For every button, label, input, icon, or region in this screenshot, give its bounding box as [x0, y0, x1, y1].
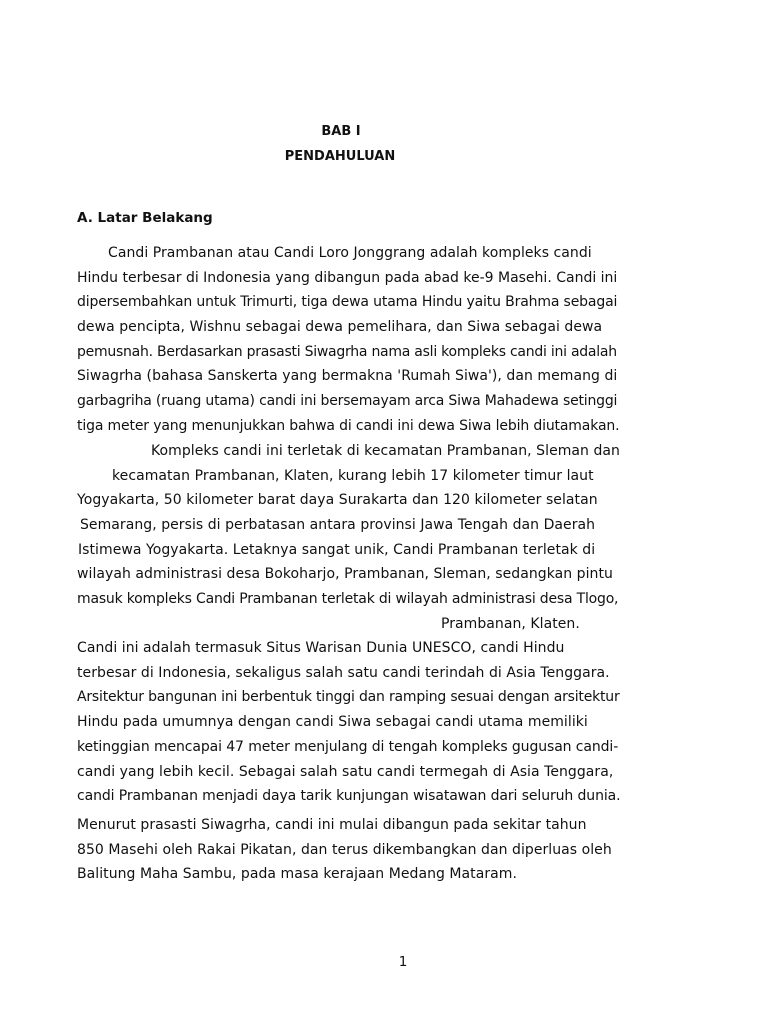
text-line: ketinggian mencapai 47 meter menjulang di tengah kompleks gugusan candi- — [77, 739, 619, 755]
text-line: Hindu pada umumnya dengan candi Siwa sebagai candi utama memiliki — [77, 714, 588, 730]
text-line: tiga meter yang menunjukkan bahwa di candi ini dewa Siwa lebih diutamakan. — [77, 418, 620, 434]
text-line: terbesar di Indonesia, sekaligus salah satu candi terindah di Asia Tenggara. — [77, 665, 610, 681]
text-line: Prambanan, Klaten. — [441, 616, 580, 632]
text-line: Siwagrha (bahasa Sanskerta yang bermakna 'Rumah Siwa'), dan memang di — [77, 368, 618, 384]
text-line: masuk kompleks Candi Prambanan terletak di wilayah administrasi desa Tlogo, — [77, 591, 619, 607]
text-line: dewa pencipta, Wishnu sebagai dewa pemelihara, dan Siwa sebagai dewa — [77, 319, 603, 335]
text-line: Menurut prasasti Siwagrha, candi ini mulai dibangun pada sekitar tahun — [77, 817, 587, 833]
text-line: Arsitektur bangunan ini berbentuk tinggi dan ramping sesuai dengan arsitektur — [77, 689, 620, 705]
section-heading: A. Latar Belakang — [77, 210, 213, 226]
text-line: kecamatan Prambanan, Klaten, kurang lebih 17 kilometer timur laut — [112, 468, 594, 484]
page-number: 1 — [398, 954, 408, 970]
text-line: Istimewa Yogyakarta. Letaknya sangat unik, Candi Prambanan terletak di — [78, 542, 596, 558]
text-line: Kompleks candi ini terletak di kecamatan Prambanan, Sleman dan — [151, 443, 620, 459]
text-line: garbagriha (ruang utama) candi ini bersemayam arca Siwa Mahadewa setinggi — [77, 393, 618, 409]
text-line: wilayah administrasi desa Bokoharjo, Prambanan, Sleman, sedangkan pintu — [77, 566, 613, 582]
text-line: pemusnah. Berdasarkan prasasti Siwagrha nama asli kompleks candi ini adalah — [77, 344, 617, 360]
text-line: 850 Masehi oleh Rakai Pikatan, dan terus dikembangkan dan diperluas oleh — [77, 842, 612, 858]
chapter-number: BAB I — [321, 124, 361, 139]
text-line: Candi Prambanan atau Candi Loro Jonggrang adalah kompleks candi — [108, 245, 592, 261]
text-line: Candi ini adalah termasuk Situs Warisan Dunia UNESCO, candi Hindu — [77, 640, 565, 656]
text-line: Balitung Maha Sambu, pada masa kerajaan Medang Mataram. — [77, 866, 517, 882]
chapter-title: PENDAHULUAN — [284, 149, 396, 164]
text-line: Hindu terbesar di Indonesia yang dibangun pada abad ke-9 Masehi. Candi ini — [77, 270, 618, 286]
text-line: candi Prambanan menjadi daya tarik kunjungan wisatawan dari seluruh dunia. — [77, 788, 621, 804]
text-line: Yogyakarta, 50 kilometer barat daya Surakarta dan 120 kilometer selatan — [77, 492, 598, 508]
text-line: Semarang, persis di perbatasan antara provinsi Jawa Tengah dan Daerah — [80, 517, 596, 533]
text-line: candi yang lebih kecil. Sebagai salah satu candi termegah di Asia Tenggara, — [77, 764, 614, 780]
text-line: dipersembahkan untuk Trimurti, tiga dewa utama Hindu yaitu Brahma sebagai — [77, 294, 618, 310]
